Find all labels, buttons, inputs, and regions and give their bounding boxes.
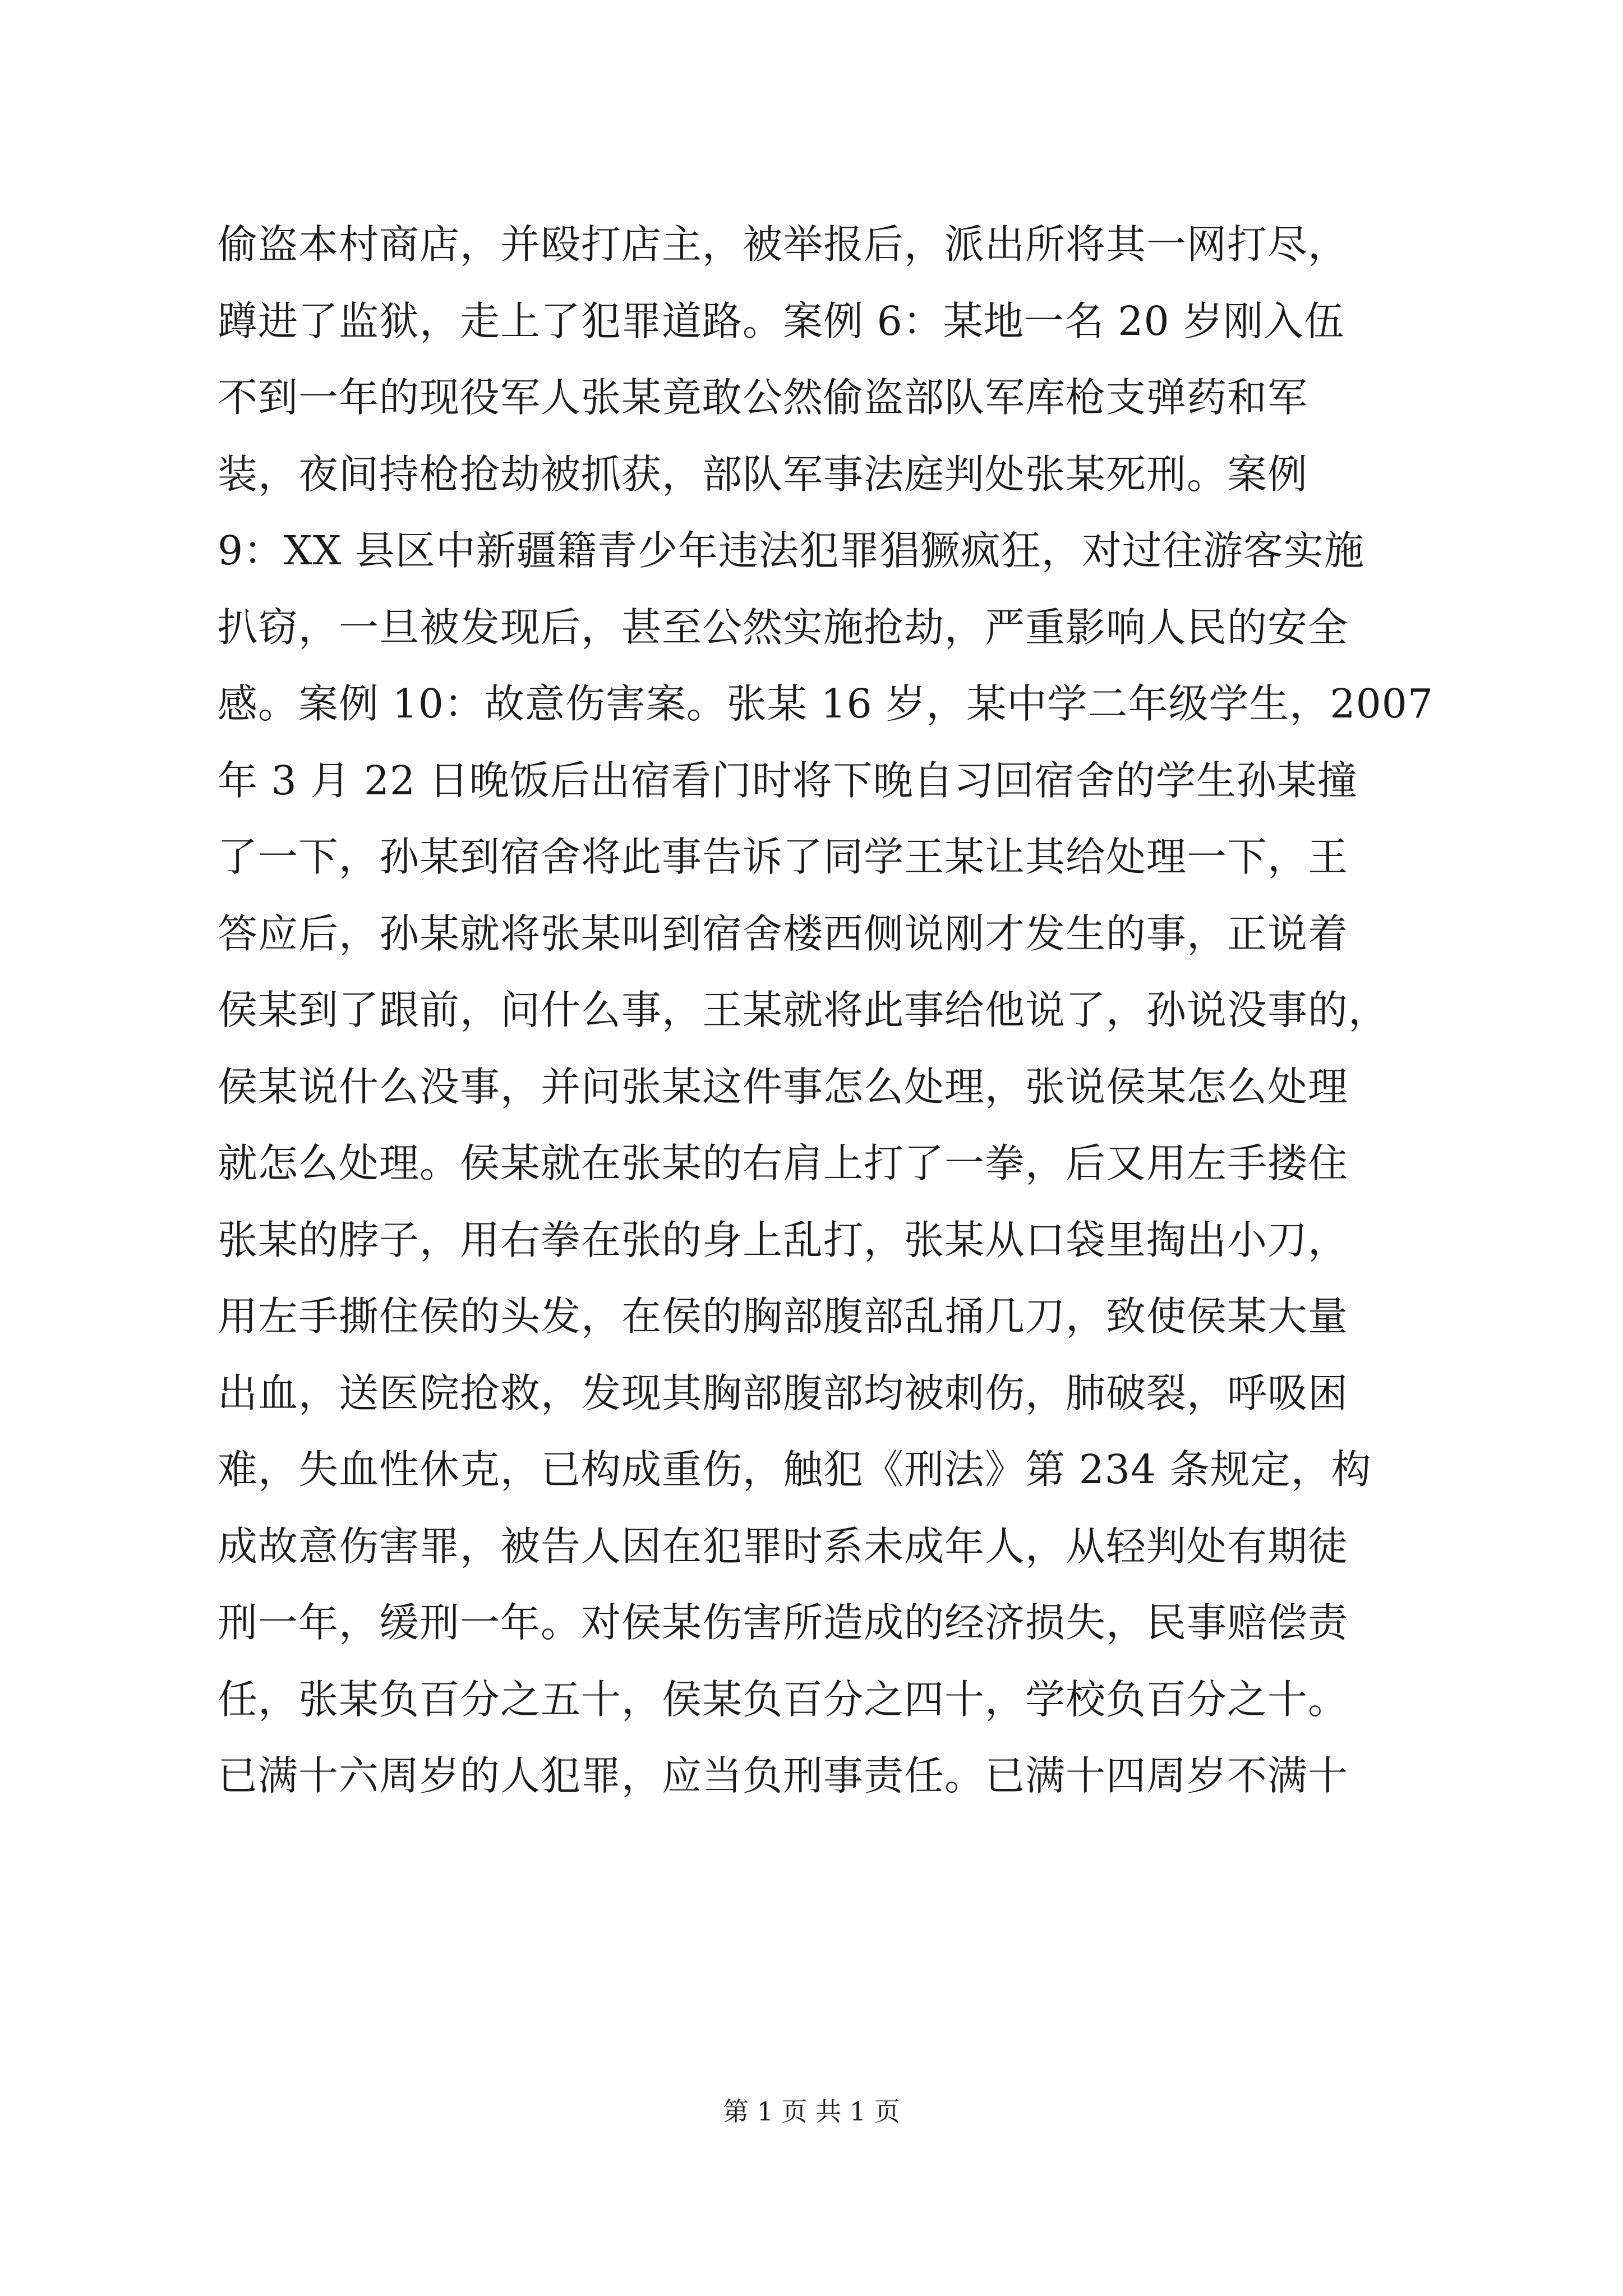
body-text [218,206,1434,1815]
text-line: 偷盗本村商店，并殴打店主，被举报后，派出所将其一网打尽， [218,221,1349,268]
text-line: 不到一年的现役军人张某竟敢公然偷盗部队军库枪支弹药和军 [218,374,1308,421]
text-line: 9：XX 县区中新疆籍青少年违法犯罪猖獗疯狂，对过往游客实施 [218,527,1364,574]
text-line: 用左手撕住侯的头发，在侯的胸部腹部乱捅几刀，致使侯某大量 [218,1293,1349,1340]
text-line: 难，失血性休克，已构成重伤，触犯《刑法》第 234 条规定，构 [218,1446,1372,1493]
text-line: 了一下，孙某到宿舍将此事告诉了同学王某让其给处理一下，王 [218,834,1349,880]
text-line: 出血，送医院抢救，发现其胸部腹部均被刺伤，肺破裂，呼吸困 [218,1369,1349,1416]
text-line: 侯某到了跟前，问什么事，王某就将此事给他说了，孙说没事的， [218,987,1389,1033]
text-line: 已满十六周岁的人犯罪，应当负刑事责任。已满十四周岁不满十 [218,1752,1349,1799]
text-line: 扒窃，一旦被发现后，甚至公然实施抢劫，严重影响人民的安全 [218,604,1349,651]
text-line: 成故意伤害罪，被告人因在犯罪时系未成年人，从轻判处有期徒 [218,1522,1349,1570]
text-line: 张某的脖子，用右拳在张的身上乱打，张某从口袋里掏出小刀， [218,1216,1349,1263]
text-line: 蹲进了监狱，走上了犯罪道路。案例 6：某地一名 20 岁刚入伍 [218,297,1345,344]
text-line: 装，夜间持枪抢劫被抓获，部队军事法庭判处张某死刑。案例 [218,450,1308,498]
text-line: 刑一年，缓刑一年。对侯某伤害所造成的经济损失，民事赔偿责 [218,1599,1349,1646]
text-line: 任，张某负百分之五十，侯某负百分之四十，学校负百分之十。 [218,1676,1349,1723]
text-line: 感。案例 10：故意伤害案。张某 16 岁，某中学二年级学生，2007 [218,680,1434,727]
text-line: 就怎么处理。侯某就在张某的右肩上打了一拳，后又用左手搂住 [218,1140,1349,1186]
text-line: 答应后，孙某就将张某叫到宿舍楼西侧说刚才发生的事，正说着 [218,910,1349,957]
text-line: 年 3 月 22 日晚饭后出宿看门时将下晚自习回宿舍的学生孙某撞 [218,757,1358,804]
text-line: 侯某说什么没事，并问张某这件事怎么处理，张说侯某怎么处理 [218,1063,1349,1110]
page-footer: 第 1 页 共 1 页 [723,2096,900,2127]
